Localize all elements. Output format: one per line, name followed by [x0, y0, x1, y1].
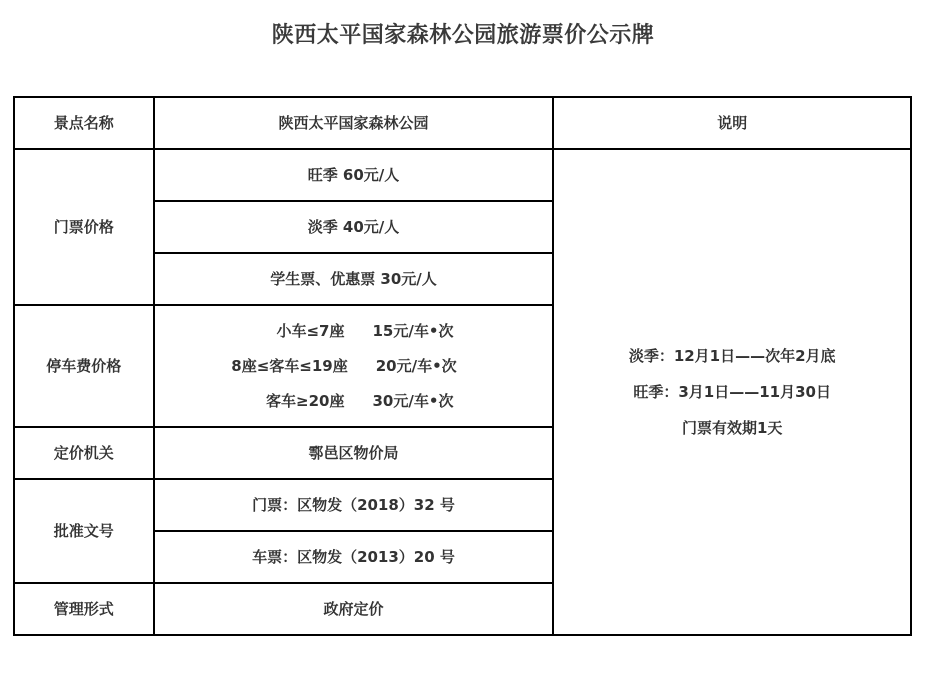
- header-park-name: 陕西太平国家森林公园: [154, 97, 554, 149]
- parking-fee-row: [155, 384, 553, 419]
- parking-fee-row: [155, 349, 553, 384]
- parking-fee-label: 停车费价格: [14, 305, 154, 427]
- note-validity: 门票有效期1天: [681, 419, 783, 437]
- notes-cell: [553, 149, 911, 635]
- ticket-price-student: 学生票、优惠票 30元/人: [154, 253, 554, 305]
- approval-ticket-doc: 门票：区物发（2018）32 号: [154, 479, 554, 531]
- parking-fee-amount: 15元/车•次: [372, 322, 454, 340]
- note-peak-season: 旺季：3月1日——11月30日: [633, 383, 831, 401]
- parking-vehicle-type: 小车≤7座: [276, 322, 345, 340]
- table-header-row: [14, 97, 911, 149]
- parking-fee-amount: 20元/车•次: [375, 357, 457, 375]
- parking-vehicle-type: 客车≥20座: [266, 392, 345, 410]
- ticket-price-peak: 旺季 60元/人: [154, 149, 554, 201]
- management-form-value: 政府定价: [154, 583, 554, 635]
- parking-vehicle-type: 8座≤客车≤19座: [231, 357, 348, 375]
- note-off-season: 淡季：12月1日——次年2月底: [628, 347, 836, 365]
- ticket-price-label: 门票价格: [14, 149, 154, 305]
- header-notes: 说明: [553, 97, 911, 149]
- parking-fee-cell: [154, 305, 554, 427]
- parking-fee-amount: 30元/车•次: [372, 392, 454, 410]
- header-attraction-name: 景点名称: [14, 97, 154, 149]
- management-form-label: 管理形式: [14, 583, 154, 635]
- page-title: 陕西太平国家森林公园旅游票价公示牌: [271, 23, 655, 48]
- pricing-authority-value: 鄠邑区物价局: [154, 427, 554, 479]
- pricing-authority-label: 定价机关: [14, 427, 154, 479]
- approval-number-label: 批准文号: [14, 479, 154, 583]
- parking-fee-row: [155, 314, 553, 349]
- table-row: [14, 149, 911, 201]
- ticket-price-off: 淡季 40元/人: [154, 201, 554, 253]
- approval-car-doc: 车票：区物发（2013）20 号: [154, 531, 554, 583]
- ticket-price-table: [13, 96, 912, 636]
